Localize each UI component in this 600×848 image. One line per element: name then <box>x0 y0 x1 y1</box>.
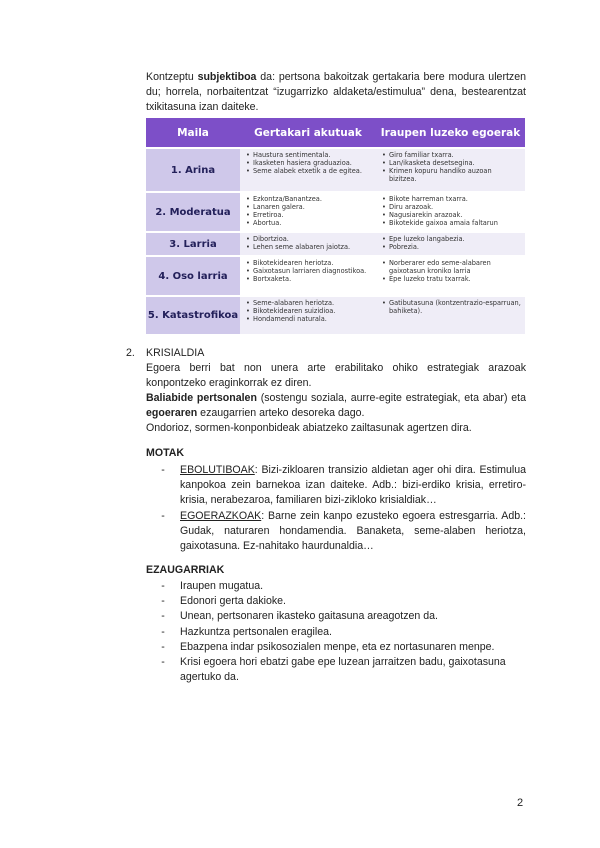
section-krisialdia <box>126 346 526 436</box>
list-item: • Haustura sentimentala. <box>246 151 372 159</box>
ezaugarriak-heading: EZAUGARRIAK <box>146 564 225 576</box>
intro-text-start: Kontzeptu <box>146 71 198 83</box>
severity-table <box>146 118 525 334</box>
header-long: Iraupen luzeko egoerak <box>376 118 525 148</box>
motak-list <box>146 463 526 554</box>
long-cell <box>376 296 525 334</box>
acute-cell <box>240 296 376 334</box>
list-item: • Nagusiarekin arazoak. <box>382 211 521 219</box>
intro-text-end: da: pertsona bakoitzak gertakaria bere modura ulertzen du; horrela, norbaitentzat “izugarrizko aldaketa/estimulua” dena, bestearentzat txikitasuna izan daiteke. <box>146 71 526 113</box>
level-cell: 4. Oso larria <box>146 256 240 296</box>
list-item-text: Ebazpena indar psikosozialen menpe, eta ez nortasunaren menpe. <box>180 640 495 653</box>
list-item: • Gatibutasuna (kontzentrazio-esparruan, bahiketa). <box>382 299 521 315</box>
list-item-text: Krisi egoera hori ebatzi gabe epe luzean jarraitzen badu, gaixotasuna agertuko da. <box>180 656 506 684</box>
table-row <box>146 192 525 232</box>
list-item <box>146 655 526 685</box>
level-cell: 1. Arina <box>146 148 240 192</box>
dash-marker: - <box>161 656 165 669</box>
section-paragraph-2 <box>146 391 526 421</box>
page-number: 2 <box>517 797 524 809</box>
section-paragraph-3: Ondorioz, sormen-konponbideak abiatzeko zailtasunak agertzen dira. <box>146 422 472 434</box>
list-item-text: Edonori gerta dakioke. <box>180 595 287 608</box>
list-item: • Seme alabek etxetik a de egitea. <box>246 167 372 175</box>
dash-marker: - <box>161 464 165 476</box>
list-item: • Lanaren galera. <box>246 203 372 211</box>
level-cell: 3. Larria <box>146 232 240 256</box>
list-item: • Bikote harreman txarra. <box>382 195 521 203</box>
section-heading <box>126 346 526 361</box>
intro-paragraph <box>146 70 526 115</box>
acute-cell <box>240 148 376 192</box>
table-row <box>146 148 525 192</box>
list-item-text: Hazkuntza pertsonalen eragilea. <box>180 625 332 638</box>
long-cell <box>376 148 525 192</box>
list-item: • Giro familiar txarra. <box>382 151 521 159</box>
list-item <box>146 594 526 609</box>
table-row <box>146 296 525 334</box>
item-description: : Barne zein kanpo ezusteko egoera estresgarria. Adb.: Gudak, naturaren hondamendia. Banaketa, seme-alaben heriotza, gaixotasuna. Ez-nahitako haurdunaldia… <box>180 509 526 553</box>
paragraph-text: ezaugarrien arteko desoreka dago. <box>197 407 365 419</box>
list-item-text: Iraupen mugatua. <box>180 580 264 592</box>
dash-marker: - <box>161 595 165 608</box>
item-description: : Bizi-zikloaren transizio aldietan ager ohi dira. Estimulua kanpokoa zein barnekoa izan daiteke. Adb.: bizi-erdiko krisia, erretiro-krisia, nerabezaroa, familiaren bizi-zikloko krisialdiak… <box>180 464 526 507</box>
list-item <box>146 625 526 640</box>
table-row <box>146 232 525 256</box>
table-row <box>146 256 525 296</box>
intro-bold-term: subjektiboa <box>197 71 257 83</box>
list-item <box>146 463 526 509</box>
list-item: • Erretiroa. <box>246 211 372 219</box>
long-cell <box>376 192 525 232</box>
list-item <box>146 509 526 555</box>
list-item: • Pobrezia. <box>382 243 521 251</box>
long-cell <box>376 256 525 296</box>
list-item: • Abortua. <box>246 219 372 227</box>
paragraph-text: (sostengu soziala, aurre-egite estrategiak, eta abar) eta <box>256 392 526 404</box>
motak-heading: MOTAK <box>146 447 185 459</box>
acute-cell <box>240 256 376 296</box>
list-item: • Ezkontza/Banantzea. <box>246 195 372 203</box>
dash-marker: - <box>161 580 165 592</box>
bold-term: Baliabide pertsonalen <box>146 392 257 404</box>
list-item: • Norberarer edo seme-alabaren gaixotasun kroniko larria <box>382 259 521 275</box>
list-item-text: Unean, pertsonaren ikasteko gaitasuna areagotzen da. <box>180 610 438 623</box>
bold-term: egoeraren <box>146 407 198 419</box>
section-title: KRISIALDIA <box>146 347 205 359</box>
header-acute: Gertakari akutuak <box>240 118 376 148</box>
section-paragraph-1: Egoera berri bat non unera arte erabilitako ohiko estrategiak arazoak konpontzeko eraginkorrak ez diren. <box>146 362 526 389</box>
list-item: • Lehen seme alabaren jaiotza. <box>246 243 372 251</box>
list-item: • Bikotekide gaixoa amaia faltarun <box>382 219 521 227</box>
level-cell: 2. Moderatua <box>146 192 240 232</box>
underlined-term: EBOLUTIBOAK <box>180 464 255 476</box>
level-cell: 5. Katastrofikoa <box>146 296 240 334</box>
list-item: • Ikasketen hasiera graduazioa. <box>246 159 372 167</box>
list-item: • Dibortzioa. <box>246 235 372 243</box>
list-item: • Lan/ikasketa desetsegina. <box>382 159 521 167</box>
dash-marker: - <box>161 640 165 653</box>
list-item: • Epe luzeko langabezia. <box>382 235 521 243</box>
list-item: • Gaixotasun larriaren diagnostikoa. <box>246 267 372 275</box>
ezaugarriak-list <box>146 579 526 685</box>
list-item-text <box>180 509 526 555</box>
list-item: • Bortxaketa. <box>246 275 372 283</box>
header-maila: Maila <box>146 118 240 148</box>
acute-cell <box>240 192 376 232</box>
list-item: • Epe luzeko tratu txarrak. <box>382 275 521 283</box>
acute-cell <box>240 232 376 256</box>
dash-marker: - <box>161 610 165 623</box>
list-item <box>146 640 526 655</box>
list-item: • Bikotekidearen suizidioa. <box>246 307 372 315</box>
list-item: • Krimen kopuru handiko auzoan bizitzea. <box>382 167 521 183</box>
list-item <box>146 579 526 594</box>
dash-marker: - <box>161 625 165 638</box>
list-item <box>146 609 526 624</box>
section-number: 2. <box>126 347 135 359</box>
long-cell <box>376 232 525 256</box>
underlined-term: EGOERAZKOAK <box>180 509 262 522</box>
list-item: • Seme-alabaren heriotza. <box>246 299 372 307</box>
list-item: • Bikotekidearen heriotza. <box>246 259 372 267</box>
list-item: • Hondamendi naturala. <box>246 315 372 323</box>
list-item-text <box>180 463 526 509</box>
section-body <box>146 361 526 436</box>
list-item: • Diru arazoak. <box>382 203 521 211</box>
dash-marker: - <box>161 509 165 522</box>
